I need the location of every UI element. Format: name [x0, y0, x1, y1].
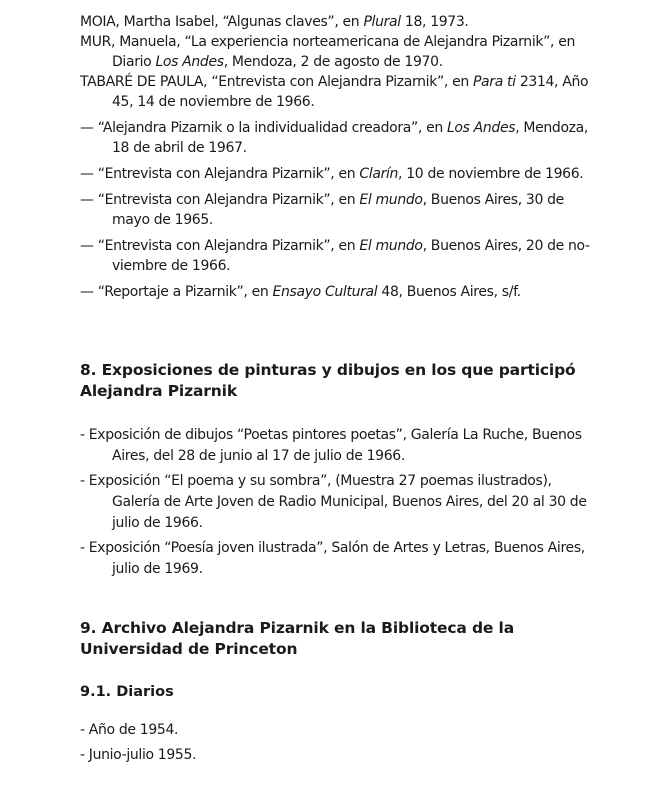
section-heading: 9. Archivo Alejandra Pizarnik en la Biblioteca de la Universidad de Princeton — [80, 619, 515, 658]
section-9 — [80, 618, 600, 660]
bib-entry: — “Alejandra Pizarnik o la individualidad creadora”, en Los Andes, Mendoza, 18 de abril de 1967. — [80, 120, 588, 156]
list-item: - Junio-julio 1955. — [80, 747, 197, 763]
section-heading: 8. Exposiciones de pinturas y dibujos en los que participó Alejandra Pizarnik — [80, 361, 576, 400]
section-8 — [80, 360, 600, 402]
list-item: - Año de 1954. — [80, 722, 179, 738]
list-item: - Exposición “El poema y su sombra”, (Muestra 27 poemas ilustrados), Galería de Arte Joven de Radio Municipal, Buenos Aires, del 20 al 30 de julio de 1966. — [80, 473, 587, 531]
exhibitions-list — [80, 425, 600, 584]
list-item: - Exposición de dibujos “Poetas pintores poetas”, Galería La Ruche, Buenos Aires, del 28 de junio al 17 de julio de 1966. — [80, 427, 582, 464]
bib-entry: MUR, Manuela, “La experiencia norteamericana de Alejandra Pizarnik”, en Diario Los Andes, Mendoza, 2 de agosto de 1970. — [80, 34, 576, 70]
bib-entry: — “Entrevista con Alejandra Pizarnik”, en Clarín, 10 de noviembre de 1966. — [80, 166, 584, 182]
bib-entry: TABARÉ DE PAULA, “Entrevista con Alejandra Pizarnik”, en Para ti 2314, Año 45, 14 de noviembre de 1966. — [80, 74, 589, 110]
bib-entry: — “Entrevista con Alejandra Pizarnik”, en El mundo, Buenos Aires, 20 de no-viembre de 1966. — [80, 238, 590, 274]
press-bibliography-list — [80, 12, 600, 308]
list-item: - Exposición “Poesía joven ilustrada”, Salón de Artes y Letras, Buenos Aires, julio de 1969. — [80, 540, 585, 577]
subsection-9-1 — [80, 682, 600, 702]
bib-entry: MOIA, Martha Isabel, “Algunas claves”, en Plural 18, 1973. — [80, 14, 469, 30]
bib-entry: — “Reportaje a Pizarnik”, en Ensayo Cultural 48, Buenos Aires, s/f. — [80, 284, 521, 300]
diaries-list — [80, 720, 600, 770]
bib-entry: — “Entrevista con Alejandra Pizarnik”, en El mundo, Buenos Aires, 30 de mayo de 1965. — [80, 192, 564, 228]
subsection-heading: 9.1. Diarios — [80, 684, 174, 700]
